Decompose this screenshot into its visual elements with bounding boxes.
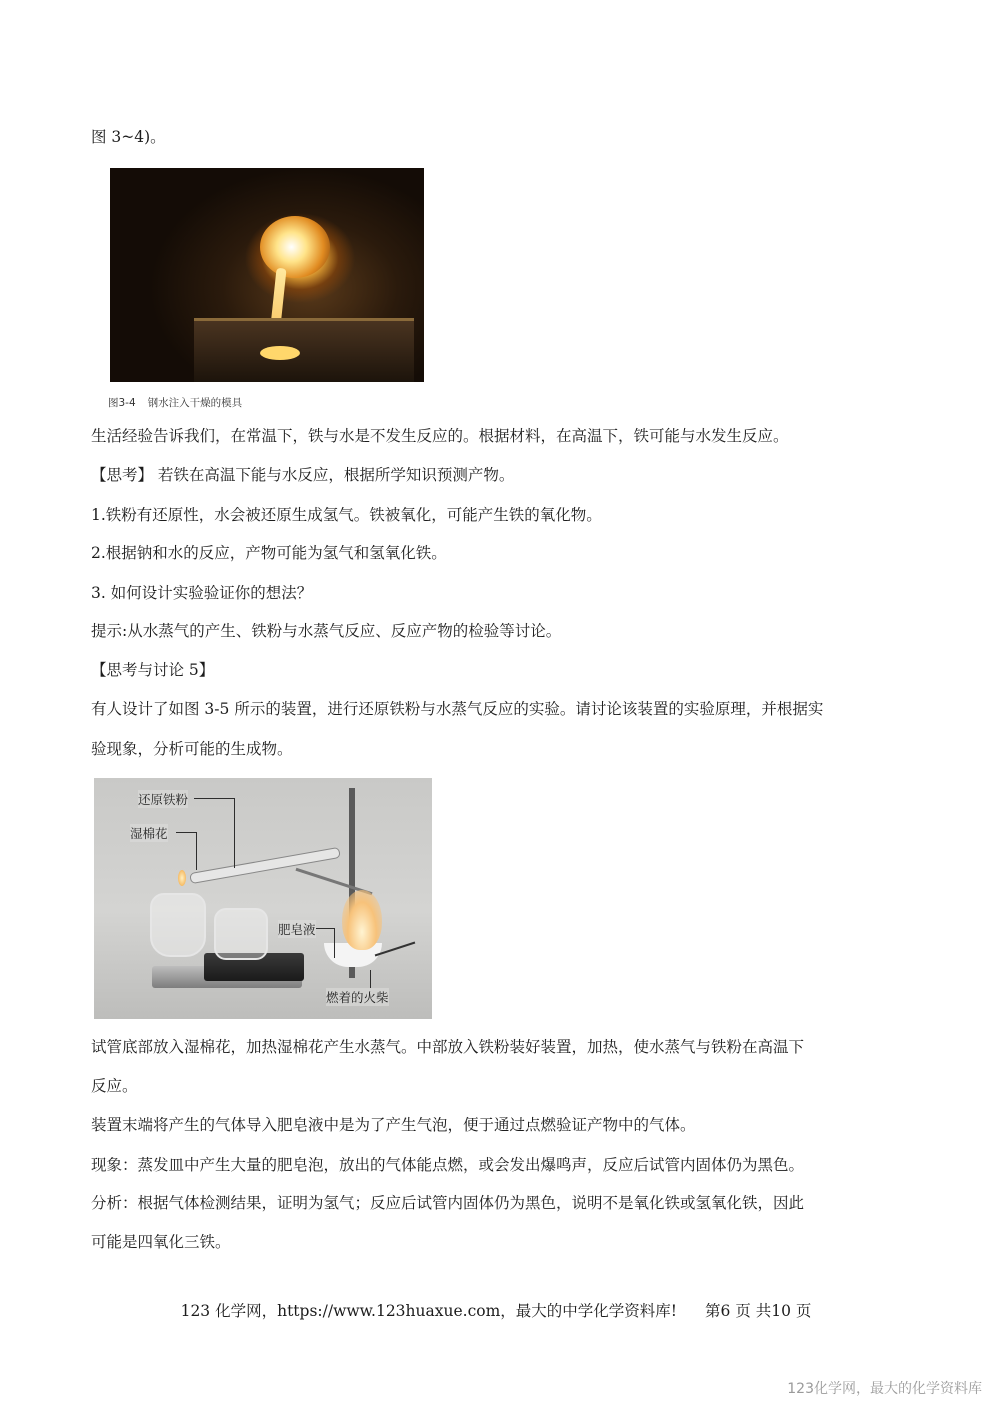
leader-line: [194, 798, 234, 799]
text-line: 1.铁粉有还原性，水会被还原生成氢气。铁被氧化，可能产生铁的氧化物。: [91, 506, 602, 524]
leader-line: [176, 832, 196, 833]
text-line: 反应。: [91, 1077, 138, 1095]
text-line: 现象：蒸发皿中产生大量的肥皂泡，放出的气体能点燃，或会发出爆鸣声，反应后试管内固体仍为黑色。: [91, 1156, 805, 1174]
text-line: 【思考】 若铁在高温下能与水反应，根据所学知识预测产物。: [91, 466, 515, 484]
small-flame: [178, 870, 186, 886]
alcohol-lamp: [150, 893, 206, 957]
molten-steel-photo: [110, 168, 424, 382]
figure-number: 图3-4: [108, 397, 136, 409]
test-tube: [189, 847, 341, 884]
figure-caption-text: 钢水注入干燥的模具: [147, 397, 243, 409]
text-line: 装置末端将产生的气体导入肥皂液中是为了产生气泡，便于通过点燃验证产物中的气体。: [91, 1116, 696, 1134]
text-line: 验现象，分析可能的生成物。: [91, 740, 293, 758]
text-line: 分析：根据气体检测结果，证明为氢气；反应后试管内固体仍为黑色，说明不是氧化铁或氢氧化铁，因此: [91, 1194, 805, 1212]
mold-shape: [194, 318, 414, 382]
leader-line: [234, 798, 235, 868]
molten-pool: [260, 346, 300, 360]
text-line: 生活经验告诉我们，在常温下，铁与水是不发生反应的。根据材料，在高温下，铁可能与水发生反应。: [91, 427, 789, 445]
figure-caption: [108, 395, 254, 410]
text-line: 试管底部放入湿棉花，加热湿棉花产生水蒸气。中部放入铁粉装好装置，加热，使水蒸气与铁粉在高温下: [91, 1038, 805, 1056]
ladle-shape: [260, 216, 330, 278]
leader-line: [316, 928, 334, 929]
label-soap: 肥皂液: [278, 922, 316, 937]
page-number: 第6 页 共10 页: [705, 1302, 812, 1320]
text-line: 2.根据钠和水的反应，产物可能为氢气和氢氧化铁。: [91, 544, 447, 562]
text-line: 3. 如何设计实验验证你的想法？: [91, 584, 313, 602]
page-footer: [0, 1299, 992, 1321]
apparatus-photo: [94, 778, 432, 1019]
text-line: 提示:从水蒸气的产生、铁粉与水蒸气反应、反应产物的检验等讨论。: [91, 622, 562, 640]
leader-line: [196, 832, 197, 870]
alcohol-lamp-2: [214, 908, 268, 960]
flame: [342, 890, 382, 950]
leader-line: [370, 970, 371, 988]
label-iron-powder: 还原铁粉: [138, 792, 189, 807]
label-wet-cotton: 湿棉花: [130, 826, 168, 841]
footer-text: 123 化学网，https://www.123huaxue.com，最大的中学化学资料库!: [180, 1302, 678, 1320]
watermark: 123化学网，最大的化学资料库: [787, 1381, 982, 1397]
leader-line: [334, 928, 335, 958]
text-line: 可能是四氧化三铁。: [91, 1233, 231, 1251]
text-line: 图 3~4)。: [91, 128, 166, 146]
text-line: 有人设计了如图 3-5 所示的装置，进行还原铁粉与水蒸气反应的实验。请讨论该装置的实验原理，并根据实: [91, 700, 824, 718]
text-line: 【思考与讨论 5】: [91, 661, 215, 679]
label-match: 燃着的火柴: [326, 990, 389, 1005]
